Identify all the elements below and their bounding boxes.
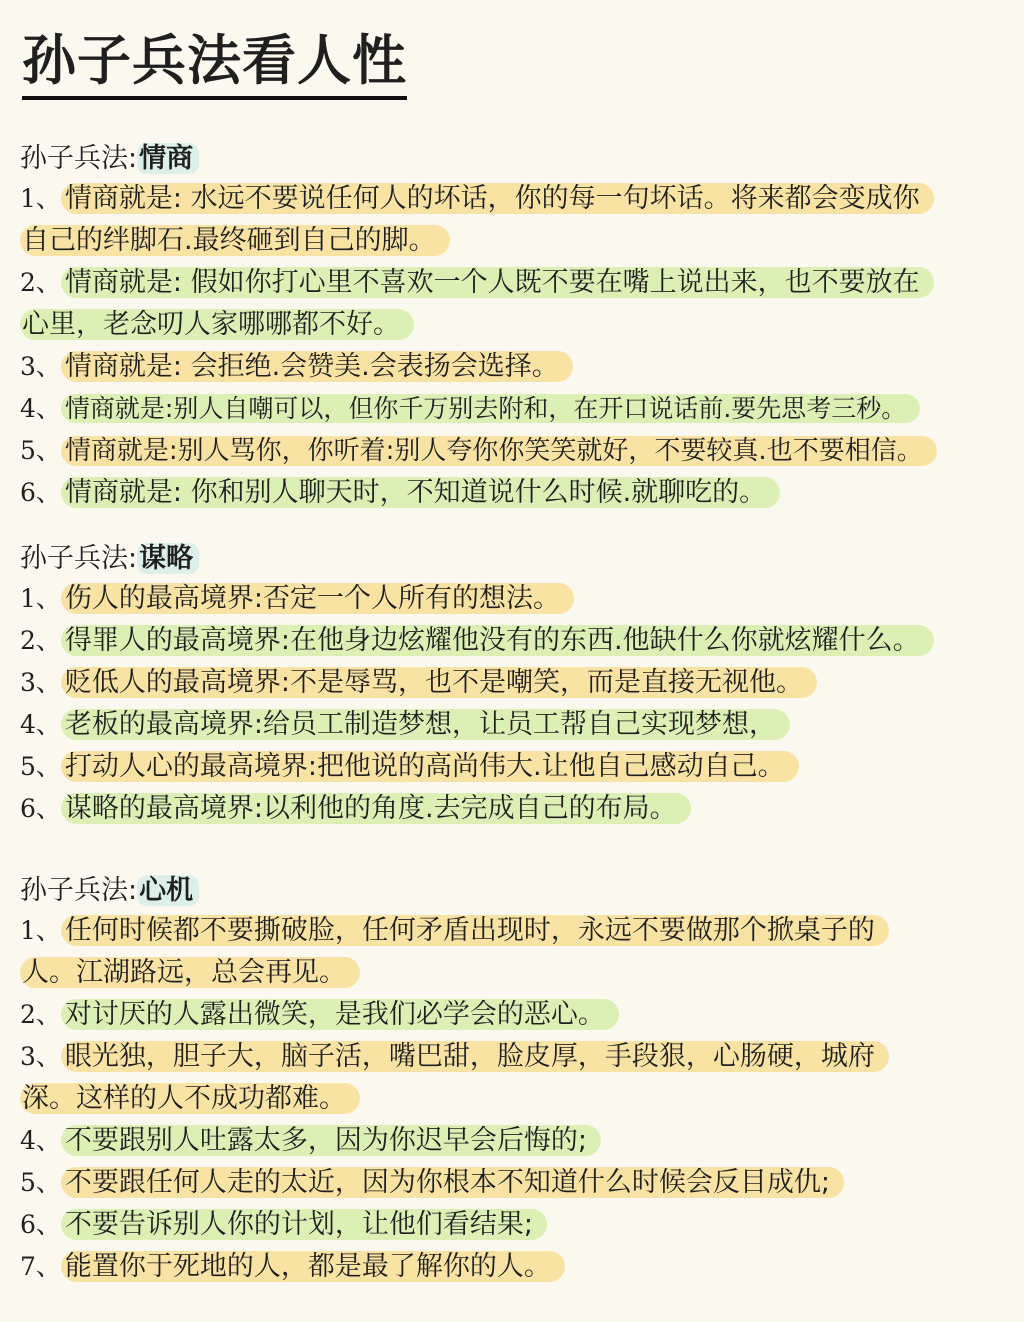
list-item xyxy=(20,388,1000,430)
list-item xyxy=(20,704,1000,746)
section-heading-keyword: 谋略 xyxy=(137,543,199,574)
item-number: 1、 xyxy=(20,584,61,613)
item-text: 伤人的最高境界:否定一个人所有的想法。 xyxy=(61,583,574,614)
list-item-continuation xyxy=(20,220,1000,262)
item-number: 6、 xyxy=(20,1210,61,1239)
item-number: 5、 xyxy=(20,436,61,465)
item-text: 情商就是:别人自嘲可以，但你千万别去附和，在开口说话前.要先思考三秒。 xyxy=(61,394,920,423)
section-heading-keyword: 心机 xyxy=(137,875,199,906)
item-text: 情商就是:别人骂你，你听着:别人夸你你笑笑就好，不要较真.也不要相信。 xyxy=(61,436,937,466)
item-number: 2、 xyxy=(20,1000,61,1029)
list-item-continuation xyxy=(20,1078,1000,1120)
item-text-cont: 心里，老念叨人家哪哪都不好。 xyxy=(20,309,414,340)
list-item xyxy=(20,1036,1000,1078)
item-text: 不要跟别人吐露太多，因为你迟早会后悔的; xyxy=(61,1125,601,1156)
section-emotional-intelligence xyxy=(20,140,1000,514)
list-item xyxy=(20,746,1000,788)
list-item xyxy=(20,994,1000,1036)
list-item xyxy=(20,910,1000,952)
list-item xyxy=(20,1204,1000,1246)
item-text: 不要告诉别人你的计划，让他们看结果; xyxy=(61,1209,547,1240)
list-item xyxy=(20,788,1000,830)
list-item xyxy=(20,1162,1000,1204)
item-text: 对讨厌的人露出微笑，是我们必学会的恶心。 xyxy=(61,999,619,1030)
section-heading-prefix: 孙子兵法: xyxy=(20,143,138,174)
item-text-cont: 自己的绊脚石.最终砸到自己的脚。 xyxy=(20,225,450,256)
item-number: 5、 xyxy=(20,752,61,781)
section-heading xyxy=(20,140,1000,178)
item-number: 6、 xyxy=(20,794,61,823)
item-number: 3、 xyxy=(20,1042,61,1071)
page-title: 孙子兵法看人性 xyxy=(22,26,407,100)
item-text: 情商就是: 你和别人聊天时，不知道说什么时候.就聊吃的。 xyxy=(61,477,780,508)
item-text: 谋略的最高境界:以利他的角度.去完成自己的布局。 xyxy=(61,793,691,824)
item-text: 打动人心的最高境界:把他说的高尚伟大.让他自己感动自己。 xyxy=(61,751,799,782)
item-text: 任何时候都不要撕破脸，任何矛盾出现时，永远不要做那个掀桌子的 xyxy=(61,915,889,946)
list-item xyxy=(20,346,1000,388)
list-item-continuation xyxy=(20,952,1000,994)
section-scheming xyxy=(20,872,1000,1288)
section-heading xyxy=(20,872,1000,910)
item-number: 3、 xyxy=(20,352,61,381)
list-item xyxy=(20,262,1000,304)
item-number: 4、 xyxy=(20,394,61,423)
item-number: 5、 xyxy=(20,1168,61,1197)
list-item xyxy=(20,178,1000,220)
item-number: 1、 xyxy=(20,916,61,945)
item-text: 情商就是: 水远不要说任何人的坏话，你的每一句坏话。将来都会变成你 xyxy=(61,183,934,214)
list-item xyxy=(20,472,1000,514)
list-item xyxy=(20,620,1000,662)
item-text: 情商就是: 假如你打心里不喜欢一个人既不要在嘴上说出来，也不要放在 xyxy=(61,267,934,298)
list-item xyxy=(20,662,1000,704)
item-text: 得罪人的最高境界:在他身边炫耀他没有的东西.他缺什么你就炫耀什么。 xyxy=(61,625,934,656)
list-item xyxy=(20,1246,1000,1288)
item-text: 老板的最高境界:给员工制造梦想，让员工帮自己实现梦想， xyxy=(61,709,790,740)
item-text: 贬低人的最高境界:不是辱骂，也不是嘲笑，而是直接无视他。 xyxy=(61,667,817,698)
item-text-cont: 深。这样的人不成功都难。 xyxy=(20,1083,360,1114)
section-heading-prefix: 孙子兵法: xyxy=(20,543,138,574)
section-strategy xyxy=(20,540,1000,830)
item-number: 4、 xyxy=(20,1126,61,1155)
item-text: 情商就是: 会拒绝.会赞美.会表扬会选择。 xyxy=(61,351,573,382)
item-number: 2、 xyxy=(20,268,61,297)
section-heading-keyword: 情商 xyxy=(137,143,199,174)
section-heading-prefix: 孙子兵法: xyxy=(20,875,138,906)
item-number: 6、 xyxy=(20,478,61,507)
section-heading xyxy=(20,540,1000,578)
item-text: 能置你于死地的人，都是最了解你的人。 xyxy=(61,1251,565,1282)
item-number: 3、 xyxy=(20,668,61,697)
item-text: 眼光独，胆子大，脑子活，嘴巴甜，脸皮厚，手段狠，心肠硬，城府 xyxy=(61,1041,889,1072)
list-item xyxy=(20,1120,1000,1162)
list-item xyxy=(20,578,1000,620)
item-number: 7、 xyxy=(20,1252,61,1281)
item-text: 不要跟任何人走的太近，因为你根本不知道什么时候会反目成仇; xyxy=(61,1167,844,1198)
list-item xyxy=(20,430,1000,472)
item-text-cont: 人。江湖路远，总会再见。 xyxy=(20,957,360,988)
item-number: 4、 xyxy=(20,710,61,739)
item-number: 1、 xyxy=(20,184,61,213)
list-item-continuation xyxy=(20,304,1000,346)
item-number: 2、 xyxy=(20,626,61,655)
